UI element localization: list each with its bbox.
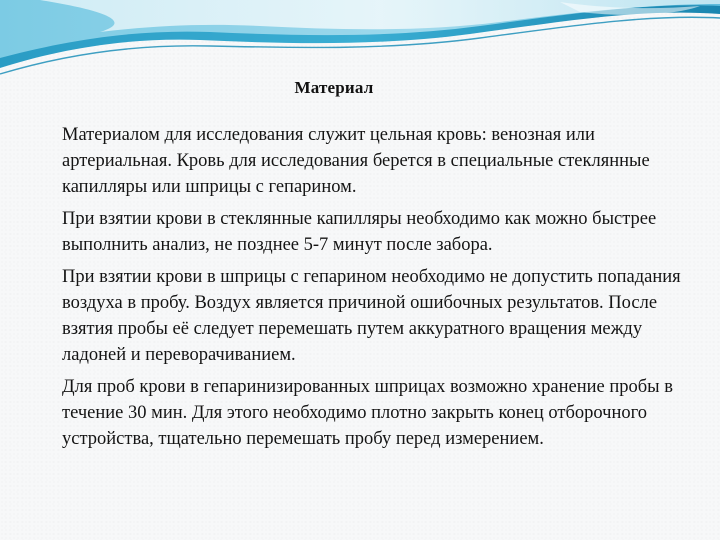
paragraph-syringe-air: При взятии крови в шприцы с гепарином необходимо не допустить попадания воздуха в пробу. Воздух является причиной ошибочных результатов. После взятия пробы её следует перемешать путем аккуратного вращения между ладоней и переворачиванием. (62, 267, 681, 365)
paragraph-material-source: Материалом для исследования служит цельная кровь: венозная или артериальная. Кровь для исследования берется в специальные стеклянные капилляры или шприцы с гепарином. (62, 125, 650, 197)
paragraph-capillary-analysis: При взятии крови в стеклянные капилляры необходимо как можно быстрее выполнить анализ, не позднее 5-7 минут после забора. (62, 209, 657, 255)
paragraph-sample-storage: Для проб крови в гепаринизированных шприцах возможно хранение пробы в течение 30 мин. Для этого необходимо плотно закрыть конец отборочного устройства, тщательно перемешать пробу перед измерением. (62, 377, 673, 449)
slide-body (62, 122, 682, 458)
wave-header-decoration (0, 0, 720, 90)
slide-title: Материал (294, 78, 374, 97)
